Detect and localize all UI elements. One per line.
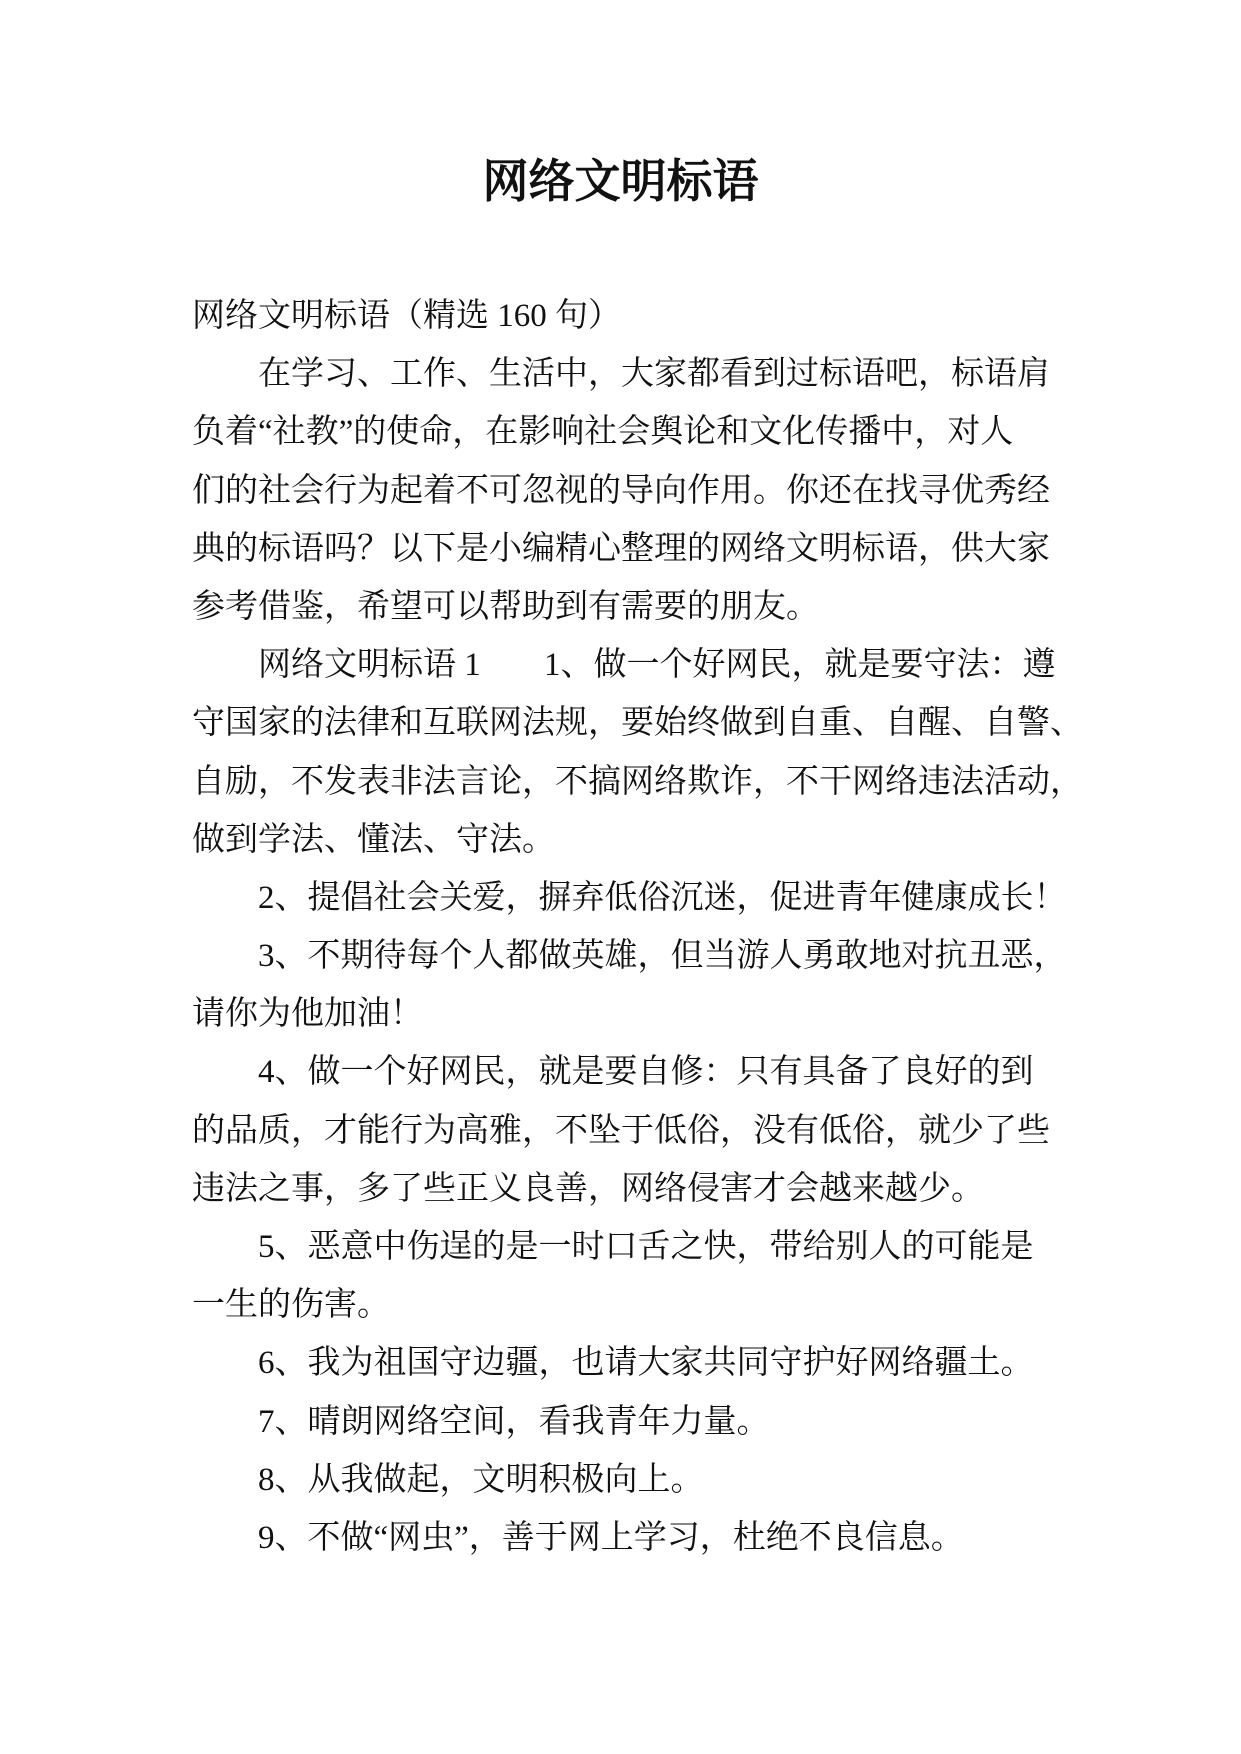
- slogan-paragraph: [192, 636, 1092, 869]
- slogan-paragraph: [192, 1451, 1092, 1509]
- document-body: [192, 287, 1092, 1567]
- paragraph-line: 2、提倡社会关爱，摒弃低俗沉迷，促进青年健康成长！: [258, 879, 1067, 916]
- paragraph-line: 守国家的法律和互联网法规，要始终做到自重、自醒、自警、: [192, 705, 1083, 742]
- slogan-paragraph: [192, 1393, 1092, 1451]
- paragraph-line: 6、我为祖国守边疆，也请大家共同守护好网络疆土。: [258, 1345, 1034, 1382]
- paragraph-line: 们的社会行为起着不可忽视的导向作用。你还在找寻优秀经: [192, 472, 1050, 509]
- slogan-paragraph: [192, 869, 1092, 927]
- section-heading: 网络文明标语 1: [258, 647, 481, 684]
- paragraph-line: 自励，不发表非法言论，不搞网络欺诈，不干网络违法活动，: [192, 763, 1083, 800]
- paragraph-line: 一生的伤害。: [192, 1287, 390, 1324]
- intro-paragraph: [192, 345, 1092, 636]
- paragraph-line: 网络文明标语（精选 160 句）: [192, 298, 621, 334]
- paragraph-line: 的品质，才能行为高雅，不坠于低俗，没有低俗，就少了些: [192, 1112, 1050, 1149]
- paragraph-line: 9、不做“网虫”，善于网上学习，杜绝不良信息。: [258, 1519, 964, 1556]
- paragraph-line: 3、不期待每个人都做英雄，但当游人勇敢地对抗丑恶，: [258, 938, 1067, 975]
- paragraph-line: 做到学法、懂法、守法。: [192, 821, 555, 858]
- paragraph-line: 违法之事，多了些正义良善，网络侵害才会越来越少。: [192, 1170, 984, 1207]
- paragraph-line: 请你为他加油！: [192, 996, 423, 1033]
- paragraph-line: 5、恶意中伤逞的是一时口舌之快，带给别人的可能是: [258, 1229, 1034, 1265]
- document-title: 网络文明标语: [482, 156, 759, 207]
- slogan-paragraph: [192, 927, 1092, 1043]
- paragraph-line: 8、从我做起，文明积极向上。: [258, 1461, 704, 1498]
- slogan-text: 1、做一个好网民，就是要守法：遵: [544, 647, 1056, 684]
- paragraph-line: 7、晴朗网络空间，看我青年力量。: [258, 1403, 770, 1440]
- paragraph-line: 在学习、工作、生活中，大家都看到过标语吧，标语肩: [258, 356, 1050, 393]
- paragraph-line: 典的标语吗？以下是小编精心整理的网络文明标语，供大家: [192, 530, 1050, 567]
- paragraph-line: 4、做一个好网民，就是要自修：只有具备了良好的到: [258, 1054, 1034, 1091]
- slogan-paragraph: [192, 1509, 1092, 1567]
- slogan-paragraph: [192, 1218, 1092, 1334]
- paragraph-line: [192, 636, 1092, 694]
- paragraph-line: 参考借鉴，希望可以帮助到有需要的朋友。: [192, 588, 819, 625]
- subtitle-paragraph: [192, 287, 1092, 345]
- paragraph-line: 负着“社教”的使命，在影响社会舆论和文化传播中，对人: [192, 414, 1014, 451]
- slogan-paragraph: [192, 1043, 1092, 1218]
- slogan-paragraph: [192, 1334, 1092, 1392]
